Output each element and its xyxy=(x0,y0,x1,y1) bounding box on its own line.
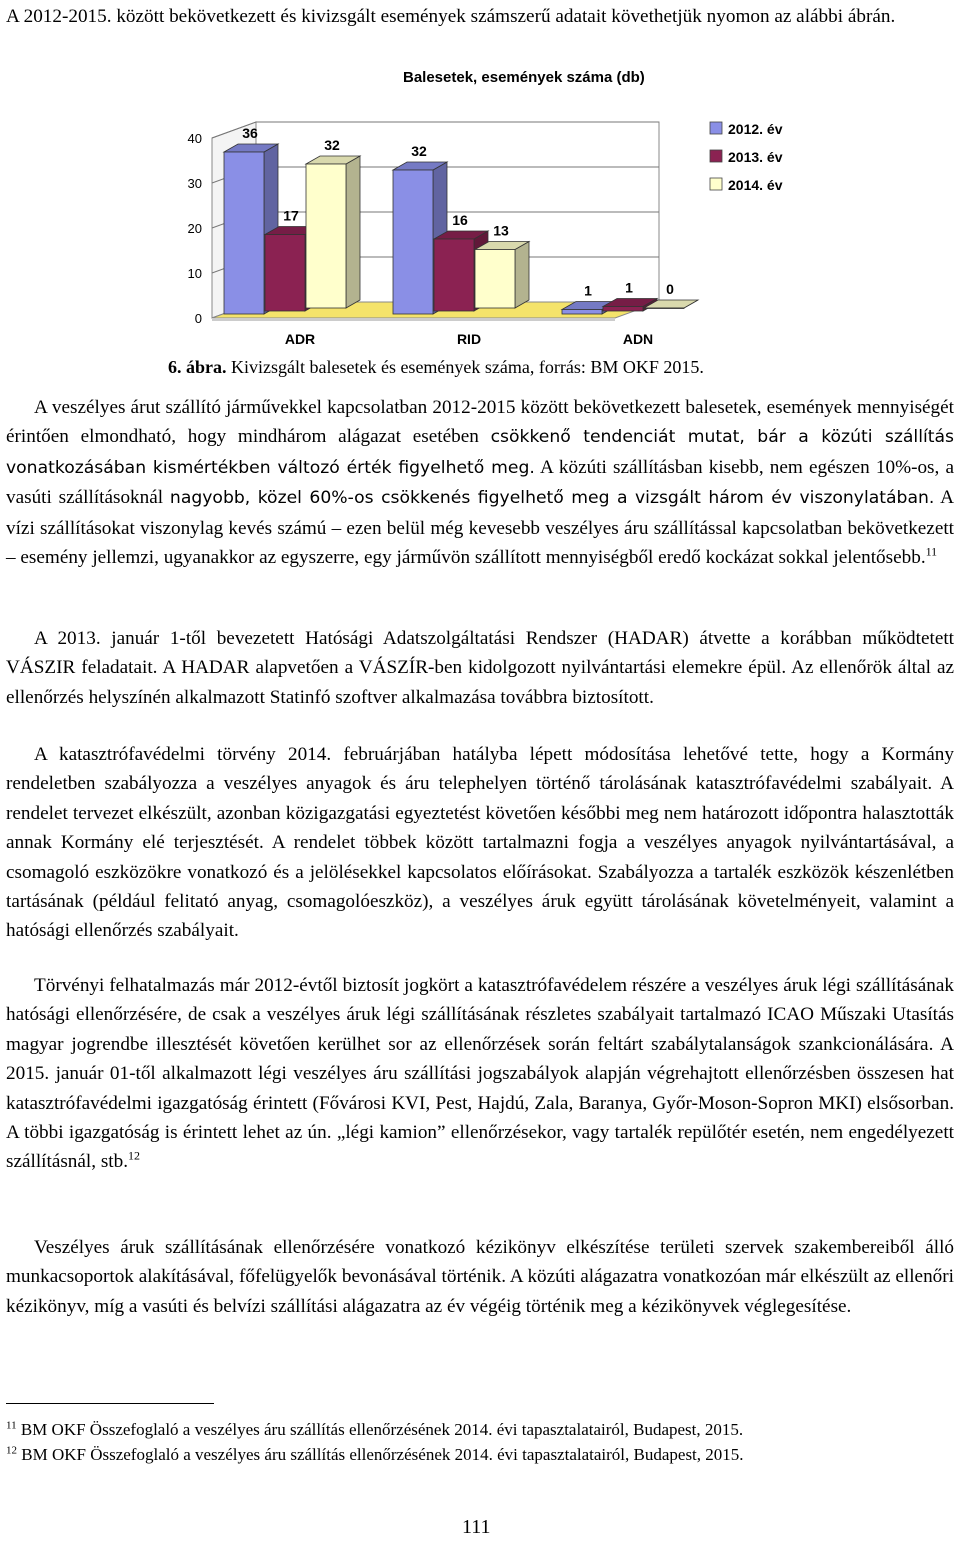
footnote-ref-12[interactable]: 12 xyxy=(128,1149,141,1164)
footnote-12 xyxy=(6,1445,744,1465)
bar-side xyxy=(346,156,360,308)
bar xyxy=(434,239,474,311)
footnote-11 xyxy=(6,1420,743,1440)
chart-title: Balesetek, események száma (db) xyxy=(403,69,645,86)
legend-label: 2014. év xyxy=(728,177,783,193)
y-tick-label: 20 xyxy=(187,221,202,236)
bar xyxy=(265,235,305,312)
intro-text: A 2012-2015. között bekövetkezett és kivizsgált események számszerű adatait követhetjük nyomon az alábbi ábrán. xyxy=(6,6,896,27)
paragraph-1-part-c: A közúti szállításban kisebb, nem egészen 10%-os, a vasúti szállításoknál xyxy=(6,456,954,509)
y-tick-label: 0 xyxy=(194,311,202,326)
paragraph-1 xyxy=(6,393,954,572)
paragraph-4 xyxy=(6,971,954,1177)
figure-label: 6. ábra. xyxy=(168,357,227,377)
data-label: 0 xyxy=(666,281,674,297)
figure-caption-text: Kivizsgált balesetek és események száma, forrás: BM OKF 2015. xyxy=(226,357,704,377)
paragraph-3: A katasztrófavédelmi törvény 2014. februárjában hatályba lépett módosítása lehetővé tette, hogy a Kormány rendeletben szabályozza a veszélyes anyagok és áru telephelyen történő tárolásának katasztrófavédelmi szabályait. A rendelet tervezet elkészült, azonban közigazgatási egyeztetést követően későbbi meg nem határozott időpontra halasztották annak Kormány elé terjesztését. A rendelet többek között tartalmazni fogja a veszélyes anyagok nyilvántartásával, a csomagoló eszközökre vonatkozó és a jelölésekkel kapcsolatos előírásokat. Szabályozza a tartalék eszközök készenlétben tartásának (például felitató anyag, csomagolóeszköz), a veszélyes áruk együtt tárolásának követelményeit, valamint a hatósági ellenőrzés szabályait. xyxy=(6,744,954,942)
y-tick-label: 10 xyxy=(187,266,202,281)
x-tick-label: ADN xyxy=(622,331,654,347)
footnote-number: 12 xyxy=(6,1444,17,1457)
data-label: 32 xyxy=(324,137,340,153)
page-number: 111 xyxy=(462,1516,491,1538)
paragraph-4-text: Törvényi felhatalmazás már 2012-évtől biztosít jogkört a katasztrófavédelem részére a veszélyes áruk légi szállításának hatósági ellenőrzésére, de csak a veszélyes áruk légi szállításának részletes szabályait tartalmazó ICAO Műszaki Utasítás magyar jogrendbe illesztését követően kerülhet sor az ellenőrzések során feltárt szabálytalanságok szankcionálására. A 2015. január 01-től alkalmazott légi veszélyes áru szállítási jogszabályok alapján végrehajtott ellenőrzésben összesen hat katasztrófavédelmi igazgatóság érintett (Fővárosi KVI, Pest, Hajdú, Zala, Baranya, Győr-Moson-Sopron MKI) elsősorban. A többi igazgatóság is érintett lehet az ún. „légi kamion” ellenőrzésekor, vagy tartalék repülőtér esetén, nem engedélyezett szállításnál, stb. xyxy=(6,975,954,1173)
data-label: 13 xyxy=(493,222,509,239)
data-label: 1 xyxy=(625,279,633,296)
legend-label: 2013. év xyxy=(728,149,783,165)
footnote-number: 11 xyxy=(6,1419,17,1432)
legend-swatch xyxy=(710,122,722,134)
footnote-separator xyxy=(6,1403,214,1404)
data-label: 1 xyxy=(584,282,592,299)
x-tick-label: RID xyxy=(456,331,482,347)
bar-side xyxy=(515,242,529,309)
bar xyxy=(562,310,602,315)
data-label: 17 xyxy=(283,207,299,224)
footnote-ref-11[interactable]: 11 xyxy=(925,544,938,559)
bar xyxy=(644,308,684,309)
chart-floor-edge xyxy=(212,318,615,321)
bar xyxy=(393,170,433,314)
data-label: 16 xyxy=(452,212,468,228)
legend-label: 2012. év xyxy=(728,121,783,137)
footnote-text: BM OKF Összefoglaló a veszélyes áru szállítás ellenőrzésének 2014. évi tapasztalatairól, Budapest, 2015. xyxy=(16,1420,744,1439)
paragraph-5: Veszélyes áruk szállításának ellenőrzésére vonatkozó kézikönyv elkészítése területi szervek szakembereiből álló munkacsoportok alakításával, főfelügyelők bevonásával történik. A közúti alágazatra vonatkozóan már elkészült az ellenőri kézikönyv, míg a vasúti és belvízi szállítási alágazatra az év végéig történik meg a kézikönyvek véglegesítése. xyxy=(6,1237,954,1317)
bar-chart xyxy=(175,60,795,350)
bar xyxy=(475,250,515,309)
legend-swatch xyxy=(710,178,722,190)
y-tick-label: 40 xyxy=(187,131,202,146)
bar xyxy=(603,307,643,312)
legend-swatch xyxy=(710,150,722,162)
bar xyxy=(306,164,346,308)
y-tick-label: 30 xyxy=(187,176,202,191)
data-label: 32 xyxy=(411,143,427,159)
paragraph-1-part-e: A vízi szállításokat viszonylag kevés számú – ezen belül még kevesebb veszélyes áru szállítással kapcsolatban bekövetkezett – esemény jellemzi, ugyanakkor az egyszerre, egy járművön szállított mennyiségből eredő kockázat sokkal jelentősebb. xyxy=(6,487,954,569)
paragraph-1-part-d: nagyobb, közel 60%-os csökkenés figyelhető meg a vizsgált három év viszonylatában. xyxy=(169,488,935,509)
footnote-text: BM OKF Összefoglaló a veszélyes áru szállítás ellenőrzésének 2014. évi tapasztalatairól, Budapest, 2015. xyxy=(17,1445,744,1464)
figure-caption xyxy=(168,357,704,378)
paragraph-2: A 2013. január 1-től bevezetett Hatósági Adatszolgáltatási Rendszer (HADAR) átvette a korábban működtetett VÁSZIR feladatait. A HADAR alapvetően a VÁSZÍR-ben kidolgozott nyilvántartási elemekre épül. Az ellenőrök által az ellenőrzés helyszínén alkalmazott Statinfó szoftver alkalmazása továbbra biztosított. xyxy=(6,628,954,708)
data-label: 36 xyxy=(242,125,258,141)
bar xyxy=(224,152,264,314)
x-tick-label: ADR xyxy=(284,331,316,347)
paragraph-1-part-b: csökkenő tendenciát mutat, bár a közúti szállítás vonatkozásában kismértékben változó érték figyelhető meg. xyxy=(6,427,954,478)
paragraph-1-part-a: A veszélyes árut szállító járművekkel kapcsolatban 2012-2015 között bekövetkezett balesetek, események mennyiségét érintően elmondható, hogy mindhárom alágazat esetében xyxy=(6,397,954,448)
